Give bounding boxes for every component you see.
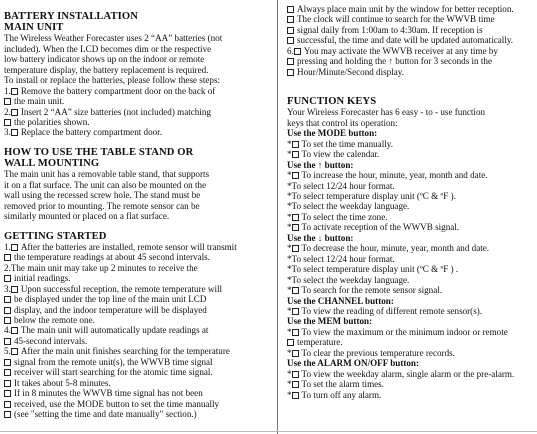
function-key-item: [287, 379, 533, 389]
function-key-item: [287, 201, 533, 211]
function-key-item: [287, 181, 533, 191]
missing-glyph-box-icon: [11, 327, 18, 334]
step-line: [4, 346, 268, 356]
missing-glyph-box-icon: [11, 88, 18, 95]
missing-glyph-box-icon: [292, 381, 299, 388]
battery-steps: [4, 86, 268, 138]
paragraph-line: removed prior to mounting. The remote sensor can be: [4, 200, 200, 211]
list-marker: *: [287, 347, 292, 358]
step-line: [287, 25, 533, 35]
function-key-item: [287, 191, 533, 201]
step-line: [4, 378, 268, 388]
missing-glyph-box-icon: [4, 401, 11, 408]
function-key-group: [287, 358, 533, 400]
step-line: [4, 127, 268, 137]
missing-glyph-box-icon: [292, 287, 299, 294]
function-key-group: [287, 160, 533, 233]
list-marker: *: [287, 180, 292, 191]
missing-glyph-box-icon: [292, 172, 299, 179]
function-key-item: [287, 390, 533, 400]
line-text: It takes about 5-8 minutes.: [14, 377, 111, 388]
line-text: The main unit will automatically update readings at: [20, 325, 209, 336]
stand-title: HOW TO USE THE TABLE STAND OR: [4, 146, 194, 158]
battery-paragraph: [4, 33, 268, 85]
step-line: [4, 117, 268, 127]
function-key-items: [287, 139, 533, 160]
list-marker: *: [287, 368, 292, 379]
list-marker: *: [287, 274, 292, 285]
function-key-item: [287, 285, 533, 295]
line-text: To view the reading of different remote sensor(s).: [301, 305, 483, 316]
step-line: [4, 252, 268, 262]
function-key-heading: Use the ↓ button:: [287, 232, 354, 243]
missing-glyph-box-icon: [4, 338, 11, 345]
line-text: Insert 2 “AA” size batteries (not included) matching: [20, 106, 211, 117]
battery-installation-section: [4, 11, 268, 138]
list-marker: 3.: [4, 283, 11, 294]
line-text: receiver will start searching for the atomic time signal.: [14, 367, 213, 378]
line-text: To increase the hour, minute, year, month and date.: [301, 170, 488, 181]
line-text: Always place main unit by the window for better reception.: [297, 4, 514, 14]
function-key-item: [287, 306, 533, 316]
missing-glyph-box-icon: [292, 350, 299, 357]
missing-glyph-box-icon: [4, 254, 11, 261]
battery-title: BATTERY INSTALLATION: [4, 11, 138, 22]
step-line: [4, 357, 268, 367]
function-key-group: [287, 316, 533, 358]
getting-started-section: [4, 231, 268, 420]
function-key-items: [287, 306, 533, 316]
step-line: [4, 409, 268, 419]
step-line: [4, 86, 268, 96]
line-text: The main unit may take up 2 minutes to receive the: [10, 262, 198, 273]
line-text: To clear the previous temperature records.: [301, 347, 455, 358]
list-marker: 5.: [4, 346, 11, 357]
main-unit-title: MAIN UNIT: [4, 22, 64, 34]
list-marker: 3.: [4, 127, 11, 138]
function-key-item: [287, 264, 533, 274]
line-text: signal from the remote unit(s), the WWVB time signal: [14, 356, 213, 367]
step-line: [287, 14, 533, 24]
missing-glyph-box-icon: [287, 37, 294, 44]
step-line: [4, 284, 268, 294]
step-line: [4, 325, 268, 335]
missing-glyph-box-icon: [292, 151, 299, 158]
missing-glyph-box-icon: [11, 244, 18, 251]
list-marker: 6.: [287, 45, 294, 56]
paragraph-line: Your Wireless Forecaster has 6 easy - to - use function: [287, 107, 486, 118]
line-text: initial readings.: [14, 273, 71, 284]
missing-glyph-box-icon: [287, 27, 294, 34]
step-line: [4, 336, 268, 346]
paragraph-line: similarly mounted or placed on a flat surface.: [4, 211, 170, 222]
line-text: You may activate the WWVB receiver at any time by: [303, 45, 498, 56]
step-line: [4, 273, 268, 283]
line-text: Upon successful reception, the remote temperature will: [20, 283, 223, 294]
line-text: To activate reception of the WWVB signal.: [301, 222, 460, 233]
function-key-item: [287, 337, 533, 347]
step-line: [4, 388, 268, 398]
line-text: temperature.: [297, 337, 343, 348]
reception-notes: [287, 4, 533, 77]
step-line: [4, 107, 268, 117]
right-column: [287, 4, 533, 400]
missing-glyph-box-icon: [4, 411, 11, 418]
line-text: To select temperature display unit (ºC & ºF ).: [291, 191, 456, 201]
column-divider: [277, 0, 278, 434]
line-text: To view the maximum or the minimum indoor or remote: [301, 326, 508, 337]
list-marker: *: [287, 170, 292, 181]
missing-glyph-box-icon: [292, 371, 299, 378]
function-key-heading: Use the CHANNEL button:: [287, 295, 394, 306]
line-text: Hour/Minute/Second display.: [297, 66, 405, 77]
step-line: [287, 67, 533, 77]
missing-glyph-box-icon: [287, 339, 294, 346]
function-key-heading: Use the ALARM ON/OFF button:: [287, 358, 420, 369]
line-text: To select the weekday language.: [291, 274, 410, 285]
missing-glyph-box-icon: [292, 308, 299, 315]
function-keys-section: [287, 96, 533, 400]
missing-glyph-box-icon: [292, 392, 299, 399]
function-key-items: [287, 369, 533, 400]
line-text: To decrease the hour, minute, year, month and date.: [301, 243, 490, 254]
line-text: 45-second intervals.: [14, 335, 88, 346]
missing-glyph-box-icon: [4, 296, 11, 303]
missing-glyph-box-icon: [11, 348, 18, 355]
list-marker: *: [287, 191, 292, 201]
list-marker: *: [287, 243, 292, 254]
line-text: To select 12/24 hour format.: [291, 253, 395, 264]
list-marker: 2.: [4, 106, 11, 117]
function-key-items: [287, 243, 533, 295]
paragraph-line: temperature display, the battery replacement is required.: [4, 64, 209, 75]
bottom-rule: [0, 431, 537, 432]
missing-glyph-box-icon: [11, 109, 18, 116]
list-marker: *: [287, 326, 292, 337]
missing-glyph-box-icon: [287, 6, 294, 13]
line-text: To set the alarm times.: [301, 379, 384, 390]
list-marker: 4.: [4, 325, 11, 336]
step-line: [4, 399, 268, 409]
function-key-item: [287, 254, 533, 264]
line-text: the main unit.: [14, 96, 65, 107]
step-line: [4, 263, 268, 273]
line-text: To view the calendar.: [301, 149, 380, 160]
missing-glyph-box-icon: [292, 224, 299, 231]
line-text: Replace the battery compartment door.: [20, 127, 162, 138]
missing-glyph-box-icon: [4, 307, 11, 314]
missing-glyph-box-icon: [4, 98, 11, 105]
list-marker: *: [287, 201, 292, 212]
function-key-item: [287, 369, 533, 379]
function-key-item: [287, 149, 533, 159]
list-marker: 1.: [4, 241, 11, 252]
list-marker: *: [287, 305, 292, 316]
list-marker: 1.: [4, 85, 11, 96]
missing-glyph-box-icon: [287, 58, 294, 65]
line-text: After the batteries are installed, remote sensor will transmit: [20, 241, 237, 252]
step-line: [287, 4, 533, 14]
line-text: (see "setting the time and date manually" section.): [14, 409, 197, 420]
missing-glyph-box-icon: [4, 119, 11, 126]
list-marker: *: [287, 222, 292, 233]
function-key-item: [287, 170, 533, 180]
getting-started-title: GETTING STARTED: [4, 230, 107, 242]
paragraph-line: The main unit has a removable table stand, that supports: [4, 169, 210, 180]
missing-glyph-box-icon: [287, 69, 294, 76]
line-text: To view the weekday alarm, single alarm or the pre-alarm.: [301, 368, 515, 379]
line-text: To select the weekday language.: [291, 201, 410, 212]
missing-glyph-box-icon: [292, 245, 299, 252]
missing-glyph-box-icon: [294, 48, 301, 55]
step-line: [4, 315, 268, 325]
paragraph-line: keys that control its operation:: [287, 117, 398, 128]
table-stand-section: [4, 147, 268, 222]
function-key-item: [287, 275, 533, 285]
function-keys-groups: [287, 128, 533, 400]
function-key-item: [287, 243, 533, 253]
line-text: below the remote one.: [14, 314, 95, 325]
line-text: the temperature readings at about 45 second intervals.: [14, 252, 210, 263]
function-key-items: [287, 170, 533, 233]
line-text: After the main unit finishes searching for the temperature: [20, 346, 230, 357]
line-text: To search for the remote sensor signal.: [301, 285, 443, 296]
list-marker: *: [287, 379, 292, 390]
function-key-item: [287, 139, 533, 149]
list-marker: 2.: [4, 262, 11, 273]
function-key-items: [287, 327, 533, 358]
line-text: To select 12/24 hour format.: [291, 180, 395, 191]
missing-glyph-box-icon: [4, 359, 11, 366]
missing-glyph-box-icon: [4, 275, 11, 282]
line-text: be displayed under the top line of the main unit LCD: [14, 294, 207, 305]
function-key-item: [287, 222, 533, 232]
line-text: To set the time manually.: [301, 138, 394, 149]
paragraph-line: wall using the recessed screw hole. The stand must be: [4, 190, 201, 201]
function-key-heading: Use the MEM button:: [287, 316, 373, 327]
function-key-item: [287, 348, 533, 358]
missing-glyph-box-icon: [292, 141, 299, 148]
missing-glyph-box-icon: [292, 214, 299, 221]
step-line: [4, 242, 268, 252]
step-line: [4, 294, 268, 304]
missing-glyph-box-icon: [292, 329, 299, 336]
wall-mounting-title: WALL MOUNTING: [4, 158, 100, 170]
list-marker: *: [287, 211, 292, 222]
line-text: display, and the indoor temperature will be displayed: [14, 304, 207, 315]
line-text: successful, the time and date will be updated automatically.: [297, 35, 514, 46]
function-key-group: [287, 296, 533, 317]
line-text: To select temperature display unit (ºC & ºF ) .: [291, 264, 459, 275]
line-text: To turn off any alarm.: [301, 389, 382, 400]
list-marker: *: [287, 264, 292, 275]
missing-glyph-box-icon: [11, 286, 18, 293]
paragraph-line: The Wireless Weather Forecaster uses 2 “AA” batteries (not: [4, 33, 223, 44]
paragraph-line: To install or replace the batteries, please follow these steps:: [4, 75, 221, 86]
line-text: pressing and holding the ↑ button for 3 seconds in the: [297, 56, 492, 67]
list-marker: *: [287, 253, 292, 264]
paragraph-line: included). When the LCD becomes dim or the respective: [4, 43, 212, 54]
list-marker: *: [287, 149, 292, 160]
missing-glyph-box-icon: [4, 369, 11, 376]
line-text: The clock will continue to search for the WWVB time: [297, 14, 495, 25]
missing-glyph-box-icon: [287, 16, 294, 23]
left-column: [4, 4, 268, 420]
function-key-item: [287, 212, 533, 222]
function-keys-intro: [287, 107, 533, 128]
list-marker: *: [287, 285, 292, 296]
function-keys-title: FUNCTION KEYS: [287, 96, 377, 108]
missing-glyph-box-icon: [4, 317, 11, 324]
getting-started-list: [4, 242, 268, 420]
step-line: [287, 35, 533, 45]
stand-paragraph: [4, 169, 268, 221]
step-line: [4, 305, 268, 315]
line-text: Remove the battery compartment door on the back of: [20, 85, 216, 96]
function-key-group: [287, 233, 533, 296]
function-key-heading: Use the MODE button:: [287, 128, 378, 139]
list-marker: *: [287, 389, 292, 400]
line-text: received, use the MODE button to set the time manually: [14, 398, 220, 409]
function-key-group: [287, 128, 533, 159]
paragraph-line: it on a flat surface. The unit can also be mounted on the: [4, 179, 207, 190]
missing-glyph-box-icon: [4, 380, 11, 387]
missing-glyph-box-icon: [4, 390, 11, 397]
paragraph-line: low battery indicator shows up on the indoor or remote: [4, 54, 205, 65]
function-key-heading: Use the ↑ button:: [287, 159, 354, 170]
line-text: signal daily from 1:00am to 4:30am. If reception is: [297, 24, 483, 35]
line-text: the polarities shown.: [14, 117, 90, 128]
line-text: If in 8 minutes the WWVB time signal has not been: [14, 388, 203, 399]
list-marker: *: [287, 138, 292, 149]
step-line: [4, 96, 268, 106]
missing-glyph-box-icon: [11, 129, 18, 136]
step-line: [287, 46, 533, 56]
step-line: [287, 56, 533, 66]
step-line: [4, 367, 268, 377]
line-text: To select the time zone.: [301, 211, 388, 222]
function-key-item: [287, 327, 533, 337]
